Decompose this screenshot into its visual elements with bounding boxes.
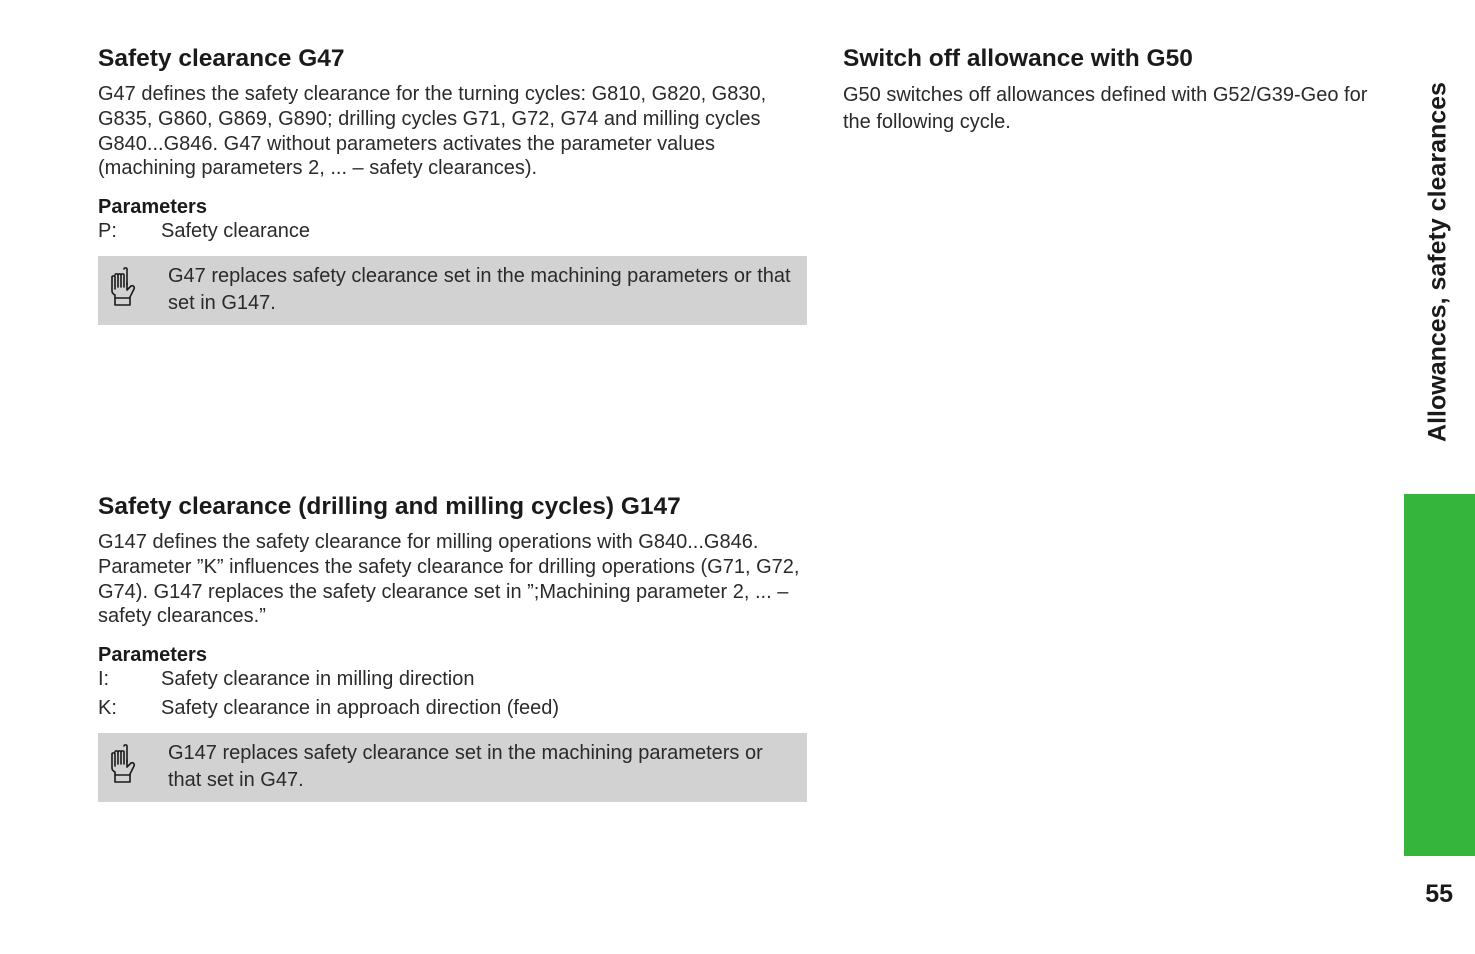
section-g50 xyxy=(843,44,1373,136)
note-box xyxy=(98,256,807,325)
parameter-key: I: xyxy=(98,668,110,691)
parameter-description: Safety clearance xyxy=(161,220,310,243)
parameter-row xyxy=(98,667,808,691)
note-box xyxy=(98,733,807,802)
parameter-key: K: xyxy=(98,697,117,720)
pointing-hand-icon xyxy=(108,742,140,790)
note-text: G147 replaces safety clearance set in the machining parameters or that set in G47. xyxy=(168,742,763,792)
section-body-g50: G50 switches off allowances defined with G52/G39-Geo for the following cycle. xyxy=(843,84,1368,133)
note-text: G47 replaces safety clearance set in the machining parameters or that set in G147. xyxy=(168,265,791,315)
parameter-key: P: xyxy=(98,220,117,243)
parameters-heading: Parameters xyxy=(98,644,207,667)
section-title-g147: Safety clearance (drilling and milling cycles) G147 xyxy=(98,493,681,520)
section-g147 xyxy=(98,492,808,802)
parameter-description: Safety clearance in approach direction (feed) xyxy=(161,697,560,720)
chapter-tab-label: Allowances, safety clearances xyxy=(1423,82,1452,442)
section-g47 xyxy=(98,44,808,325)
parameter-description: Safety clearance in milling direction xyxy=(161,668,475,691)
parameter-row xyxy=(98,219,808,243)
section-title-g47: Safety clearance G47 xyxy=(98,45,345,72)
parameters-heading: Parameters xyxy=(98,196,207,219)
pointing-hand-icon xyxy=(108,265,140,313)
chapter-tab-marker xyxy=(1404,494,1475,856)
section-body-g147: G147 defines the safety clearance for milling operations with G840...G846. Parameter ”K” influences the safety clearance for drilling operations (G71, G72, G74). G147 replaces the safety clearance set in ”;Machining parameter 2, ... – safety clearances.” xyxy=(98,531,800,628)
page-number: 55 xyxy=(1425,880,1453,908)
parameter-row xyxy=(98,696,808,720)
section-title-g50: Switch off allowance with G50 xyxy=(843,45,1193,72)
section-body-g47: G47 defines the safety clearance for the turning cycles: G810, G820, G830, G835, G860, G869, G890; drilling cycles G71, G72, G74 and milling cycles G840...G846. G47 without parameters activates the parameter values (machining parameters 2, ... – safety clearances). xyxy=(98,83,767,180)
